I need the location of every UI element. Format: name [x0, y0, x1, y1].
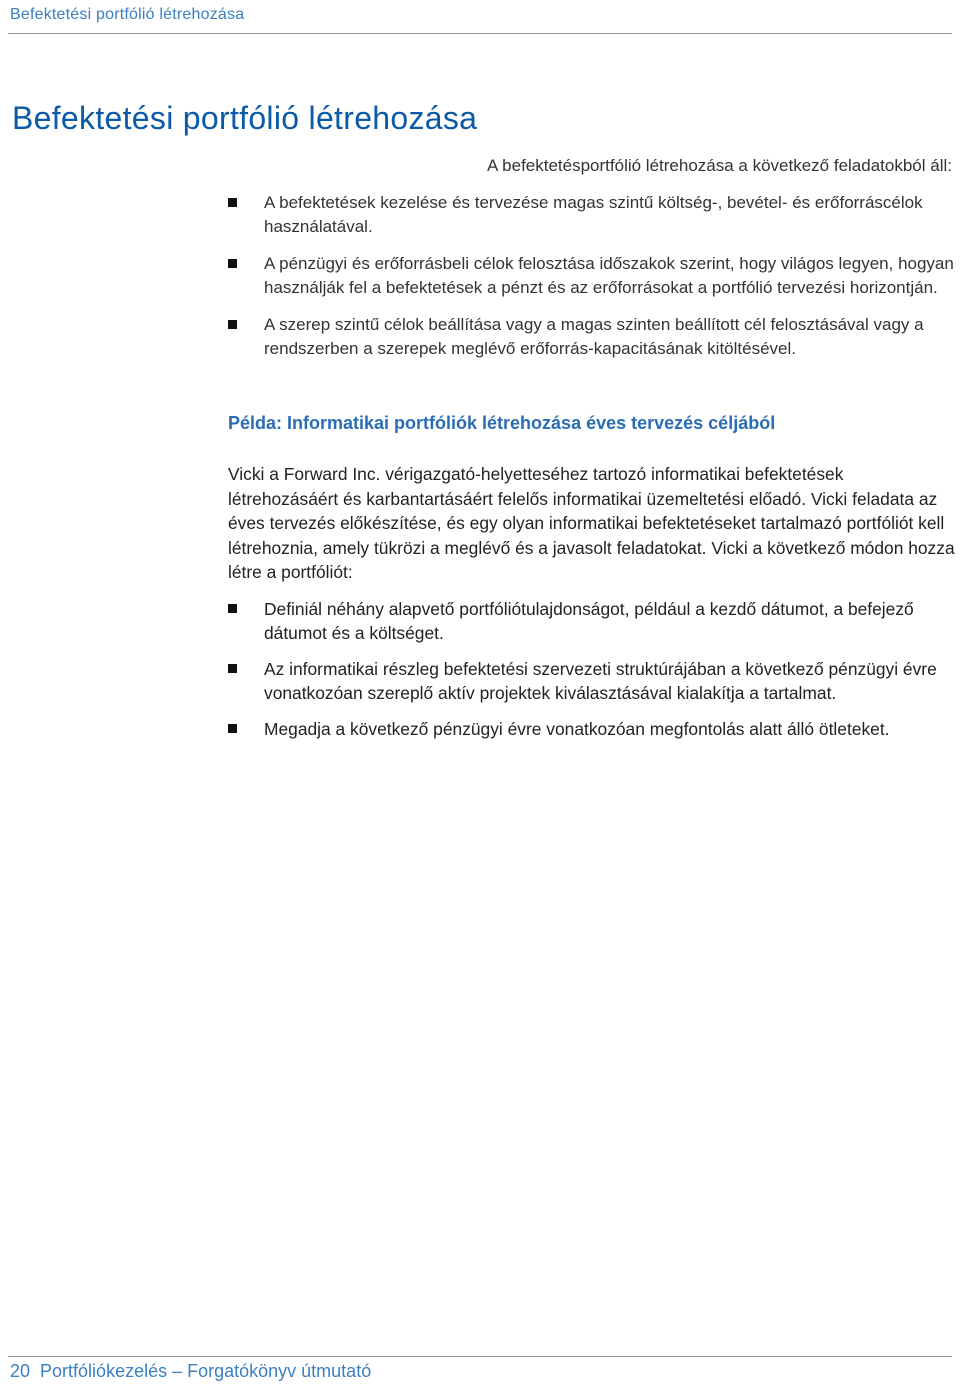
running-header: Befektetési portfólió létrehozása	[10, 6, 245, 23]
list-item	[228, 597, 956, 645]
list-item-text: A szerep szintű célok beállítása vagy a magas szinten beállított cél felosztásával vagy a rendszerben a szerepek meglévő erőforrás-kapacitásának kitöltésével.	[264, 315, 924, 358]
square-bullet-icon	[228, 259, 237, 268]
list-item-text: A pénzügyi és erőforrásbeli célok felosztása időszakok szerint, hogy világos legyen, hogyan használják fel a befektetések a pénzt és az erőforrásokat a portfólió tervezési horizontján.	[264, 254, 954, 297]
list-item-text: Definiál néhány alapvető portfóliótulajdonságot, például a kezdő dátumot, a befejező dátumot és a költséget.	[264, 599, 914, 643]
list-item	[228, 717, 956, 741]
list-item-text: Megadja a következő pénzügyi évre vonatkozóan megfontolás alatt álló ötleteket.	[264, 719, 890, 739]
list-item	[228, 252, 956, 300]
square-bullet-icon	[228, 198, 237, 207]
footer-doc-title: Portfóliókezelés – Forgatókönyv útmutató	[40, 1361, 372, 1381]
list-item	[228, 657, 956, 705]
list-item	[228, 191, 956, 239]
list-item-text: A befektetések kezelése és tervezése magas szintű költség-, bevétel- és erőforráscélok használatával.	[264, 193, 923, 236]
example-paragraph: Vicki a Forward Inc. vérigazgató-helyetteséhez tartozó informatikai befektetések létrehozásáért és karbantartásáért felelős informatikai üzemeltetési előadó. Vicki feladata az éves tervezés előkészítése, és egy olyan informatikai befektetéseket tartalmazó portfóliót kell létrehoznia, amely tükrözi a meglévő és a javasolt feladatokat. Vicki a következő módon hozza létre a portfóliót:	[228, 464, 955, 583]
page-footer	[10, 1361, 371, 1382]
example-heading: Példa: Informatikai portfóliók létrehozása éves tervezés céljából	[228, 413, 776, 433]
list-item	[228, 313, 956, 361]
header-divider	[8, 33, 952, 34]
list-item-text: Az informatikai részleg befektetési szervezeti struktúrájában a következő pénzügyi évre vonatkozóan szereplő aktív projektek kiválasztásával kialakítja a tartalmat.	[264, 659, 937, 703]
square-bullet-icon	[228, 604, 237, 613]
intro-text: A befektetésportfólió létrehozása a következő feladatokból áll:	[487, 156, 952, 175]
page-number: 20	[10, 1361, 31, 1381]
task-list	[228, 191, 956, 374]
page-title: Befektetési portfólió létrehozása	[12, 100, 478, 136]
square-bullet-icon	[228, 724, 237, 733]
footer-divider	[8, 1356, 952, 1357]
square-bullet-icon	[228, 320, 237, 329]
step-list	[228, 597, 956, 753]
square-bullet-icon	[228, 664, 237, 673]
